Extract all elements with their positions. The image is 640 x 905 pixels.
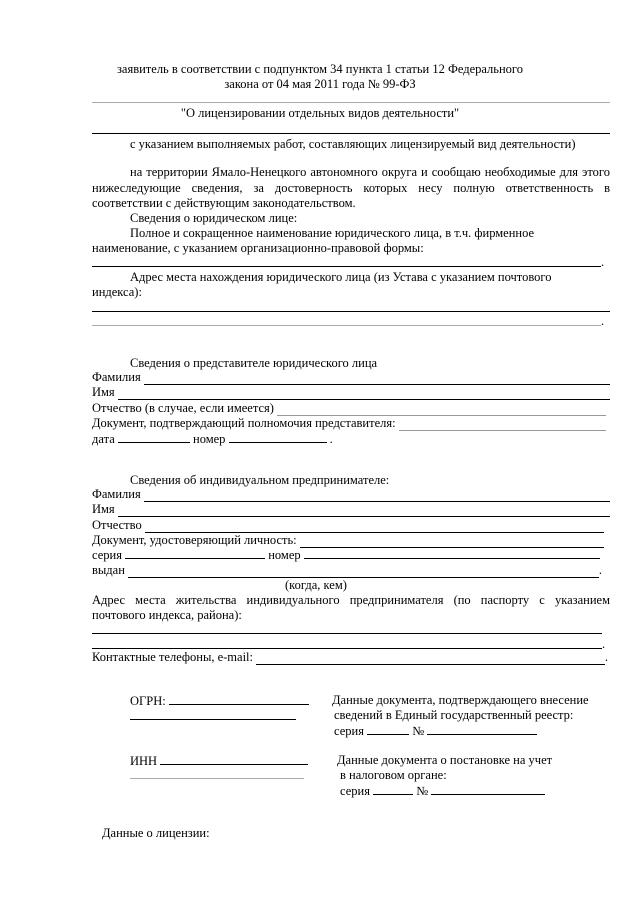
territory-paragraph: на территории Ямало-Ненецкого автономного округа и сообщаю необходимые для этого нижеследующие сведения, за достоверность которых несу полную ответственность в соответствии с действующим законодательством. <box>92 165 610 210</box>
ie-number-label: номер <box>268 548 301 562</box>
ogrn-label: ОГРН: <box>130 694 166 708</box>
activity-line[interactable] <box>92 133 610 134</box>
divider <box>92 102 610 103</box>
header-line-1: заявитель в соответствии с подпунктом 34 пункта 1 статьи 12 Федерального <box>116 62 523 76</box>
ie-id-document-field[interactable] <box>92 533 604 548</box>
rep-document-label: Документ, подтверждающий полномочия представителя: <box>92 416 396 430</box>
ie-address-line-1[interactable] <box>92 633 602 634</box>
rep-patronymic-label: Отчество (в случае, если имеется) <box>92 401 274 415</box>
tax-series-number[interactable] <box>340 783 545 799</box>
ie-issued-label: выдан <box>92 563 125 577</box>
tax-label-2: в налоговом органе: <box>340 768 447 782</box>
legal-address-label-2: индекса): <box>92 285 142 299</box>
header-line-2: закона от 04 мая 2011 года № 99-ФЗ <box>224 77 416 91</box>
ogrn-field[interactable] <box>130 693 309 709</box>
ie-series-label: серия <box>92 548 122 562</box>
inn-field[interactable] <box>130 753 308 769</box>
works-note: с указанием выполняемых работ, составляющих лицензируемый вид деятельности) <box>130 137 576 151</box>
tax-label-1: Данные документа о постановке на учет <box>337 753 553 767</box>
law-title: "О лицензировании отдельных видов деятельности" <box>180 106 460 120</box>
ie-id-document-label: Документ, удостоверяющий личность: <box>92 533 297 547</box>
tax-number-label: № <box>416 784 429 798</box>
rep-date-label: дата <box>92 432 115 446</box>
rep-name-label: Имя <box>92 385 115 399</box>
legal-address-line-2[interactable] <box>92 325 601 326</box>
egr-label-1: Данные документа, подтверждающего внесение <box>332 693 589 707</box>
ie-surname-field[interactable] <box>92 487 610 502</box>
ie-contacts-field[interactable]: Контактные телефоны, e-mail: . <box>92 650 608 664</box>
rep-date-number[interactable]: дата номер . <box>92 432 333 446</box>
rep-surname-field[interactable] <box>92 370 610 385</box>
license-heading: Данные о лицензии: <box>102 826 210 840</box>
ie-name-field[interactable] <box>92 502 610 517</box>
inn-line-2[interactable] <box>130 778 304 779</box>
ie-surname-label: Фамилия <box>92 487 141 501</box>
ie-patronymic-field[interactable] <box>92 518 604 533</box>
inn-label: ИНН <box>130 754 158 768</box>
egr-number-label: № <box>412 724 425 738</box>
rep-patronymic-field[interactable] <box>92 401 606 416</box>
egr-series-label: серия <box>334 724 364 738</box>
egr-series-number[interactable] <box>334 723 537 739</box>
ie-name-label: Имя <box>92 502 115 516</box>
legal-name-label-2: наименование, с указанием организационно-правовой формы: <box>92 241 424 255</box>
ogrn-line-2[interactable] <box>130 719 296 720</box>
rep-name-field[interactable] <box>92 385 610 400</box>
ie-series-number[interactable] <box>92 547 600 563</box>
tax-series-label: серия <box>340 784 370 798</box>
ie-address-line-2[interactable] <box>92 648 602 649</box>
ie-issued-note: (когда, кем) <box>285 578 347 592</box>
legal-name-label-1: Полное и сокращенное наименование юридического лица, в т.ч. фирменное <box>130 226 535 240</box>
egr-label-2: сведений в Единый государственный реестр: <box>334 708 574 722</box>
ie-address-label-2: почтового индекса, района): <box>92 608 242 622</box>
legal-address-label-1: Адрес места нахождения юридического лица (из Устава с указанием почтового <box>130 270 552 284</box>
ie-issued-field[interactable]: выдан . <box>92 563 602 577</box>
ie-address-label-1: Адрес места жительства индивидуального предпринимателя (по паспорту с указанием <box>92 593 610 607</box>
ie-patronymic-label: Отчество <box>92 518 142 532</box>
ie-contacts-label: Контактные телефоны, e-mail: <box>92 650 253 664</box>
entrepreneur-heading: Сведения об индивидуальном предпринимателе: <box>130 473 390 487</box>
legal-address-line-1[interactable] <box>92 311 610 312</box>
rep-number-label: номер <box>193 432 226 446</box>
representative-heading: Сведения о представителе юридического лица <box>130 356 378 370</box>
rep-document-field[interactable] <box>92 416 606 431</box>
legal-name-line[interactable] <box>92 266 601 267</box>
rep-surname-label: Фамилия <box>92 370 141 384</box>
legal-entity-heading: Сведения о юридическом лице: <box>130 211 298 225</box>
